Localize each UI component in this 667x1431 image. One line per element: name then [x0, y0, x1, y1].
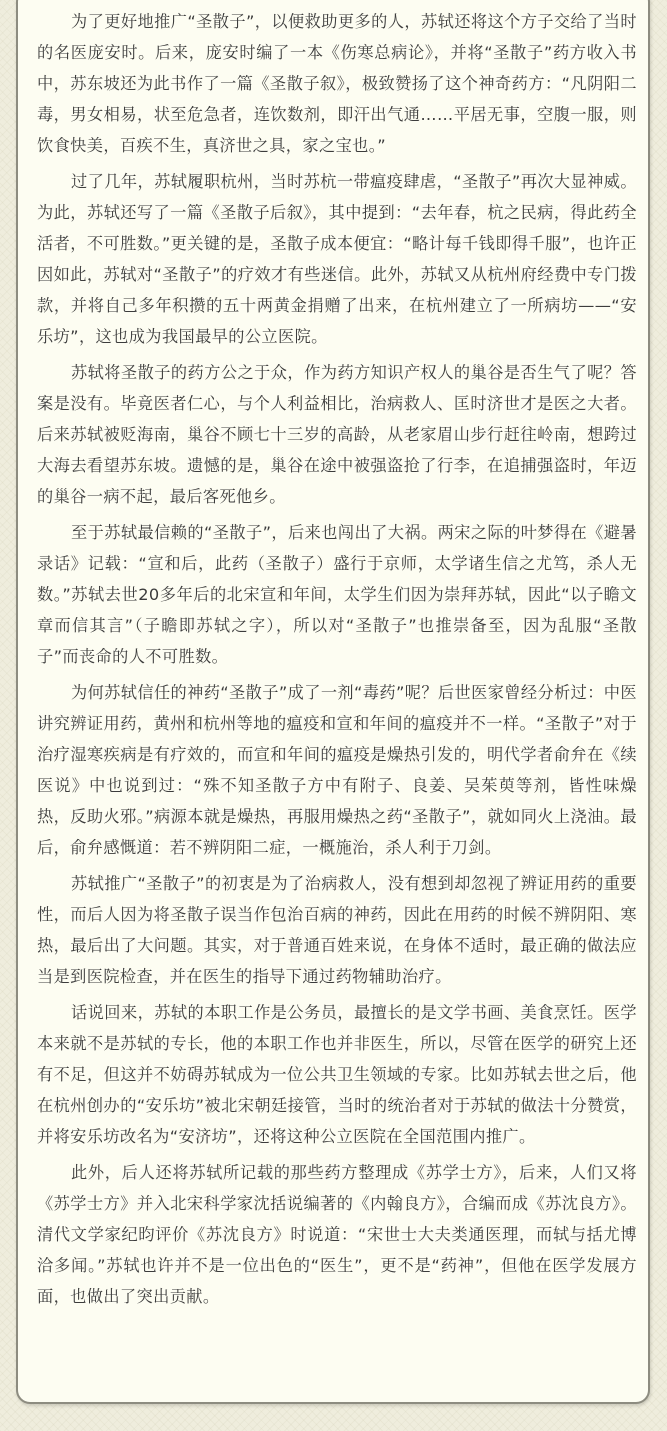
article-body: [37, 6, 637, 1317]
paragraph-5: 为何苏轼信任的神药“圣散子”成了一剂“毒药”呢？后世医家曾经分析过：中医讲究辨证用药，黄州和杭州等地的瘟疫和宣和年间的瘟疫并不一样。“圣散子”对于治疗湿寒疾病是有疗效的，而宣和年间的瘟疫是燥热引发的，明代学者俞弁在《续医说》中也说到过：“殊不知圣散子方中有附子、良姜、吴茱萸等剂，皆性味燥热，反助火邪。”病源本就是燥热，再服用燥热之药“圣散子”，就如同火上浇油。最后，俞弁感慨道：若不辨阴阳二症，一概施治，杀人利于刀剑。: [37, 683, 637, 857]
paragraph-4: 至于苏轼最信赖的“圣散子”，后来也闯出了大祸。两宋之际的叶梦得在《避暑录话》记载：“宣和后，此药（圣散子）盛行于京师，太学诸生信之尤笃，杀人无数。”苏轼去世20多年后的北宋宣和年间，太学生们因为崇拜苏轼，因此“以子瞻文章而信其言”（子瞻即苏轼之字），所以对“圣散子”也推崇备至，因为乱服“圣散子”而丧命的人不可胜数。: [37, 523, 637, 666]
paragraph-1: 为了更好地推广“圣散子”，以便救助更多的人，苏轼还将这个方子交给了当时的名医庞安时。后来，庞安时编了一本《伤寒总病论》，并将“圣散子”药方收入书中，苏东坡还为此书作了一篇《圣散子叙》，极致赞扬了这个神奇药方：“凡阴阳二毒，男女相易，状至危急者，连饮数剂，即汗出气通……平居无事，空腹一服，则饮食快美，百疾不生，真济世之具，家之宝也。”: [37, 12, 637, 155]
paragraph-3: 苏轼将圣散子的药方公之于众，作为药方知识产权人的巢谷是否生气了呢？答案是没有。毕竟医者仁心，与个人利益相比，治病救人、匡时济世才是医之大者。后来苏轼被贬海南，巢谷不顾七十三岁的高龄，从老家眉山步行赶往岭南，想跨过大海去看望苏东坡。遗憾的是，巢谷在途中被强盗抢了行李，在追捕强盗时，年迈的巢谷一病不起，最后客死他乡。: [37, 363, 637, 506]
paragraph-7: 话说回来，苏轼的本职工作是公务员，最擅长的是文学书画、美食烹饪。医学本来就不是苏轼的专长，他的本职工作也并非医生，所以，尽管在医学的研究上还有不足，但这并不妨碍苏轼成为一位公共卫生领域的专家。比如苏轼去世之后，他在杭州创办的“安乐坊”被北宋朝廷接管，当时的统治者对于苏轼的做法十分赞赏，并将安乐坊改名为“安济坊”，还将这种公立医院在全国范围内推广。: [37, 1003, 637, 1146]
paragraph-6: 苏轼推广“圣散子”的初衷是为了治病救人，没有想到却忽视了辨证用药的重要性，而后人因为将圣散子误当作包治百病的神药，因此在用药的时候不辨阴阳、寒热，最后出了大问题。其实，对于普通百姓来说，在身体不适时，最正确的做法应当是到医院检查，并在医生的指导下通过药物辅助治疗。: [37, 874, 637, 986]
paragraph-2: 过了几年，苏轼履职杭州，当时苏杭一带瘟疫肆虐，“圣散子”再次大显神威。为此，苏轼还写了一篇《圣散子后叙》，其中提到：“去年春，杭之民病，得此药全活者，不可胜数。”更关键的是，圣散子成本便宜：“略计每千钱即得千服”，也许正因如此，苏轼对“圣散子”的疗效才有些迷信。此外，苏轼又从杭州府经费中专门拨款，并将自己多年积攒的五十两黄金捐赠了出来，在杭州建立了一所病坊——“安乐坊”，这也成为我国最早的公立医院。: [37, 172, 637, 346]
paragraph-8: 此外，后人还将苏轼所记载的那些药方整理成《苏学士方》，后来，人们又将《苏学士方》并入北宋科学家沈括说编著的《内翰良方》，合编而成《苏沈良方》。清代文学家纪昀评价《苏沈良方》时说道：“宋世士大夫类通医理，而轼与括尤博洽多闻。”苏轼也许并不是一位出色的“医生”，更不是“药神”，但他在医学发展方面，也做出了突出贡献。: [37, 1163, 637, 1306]
